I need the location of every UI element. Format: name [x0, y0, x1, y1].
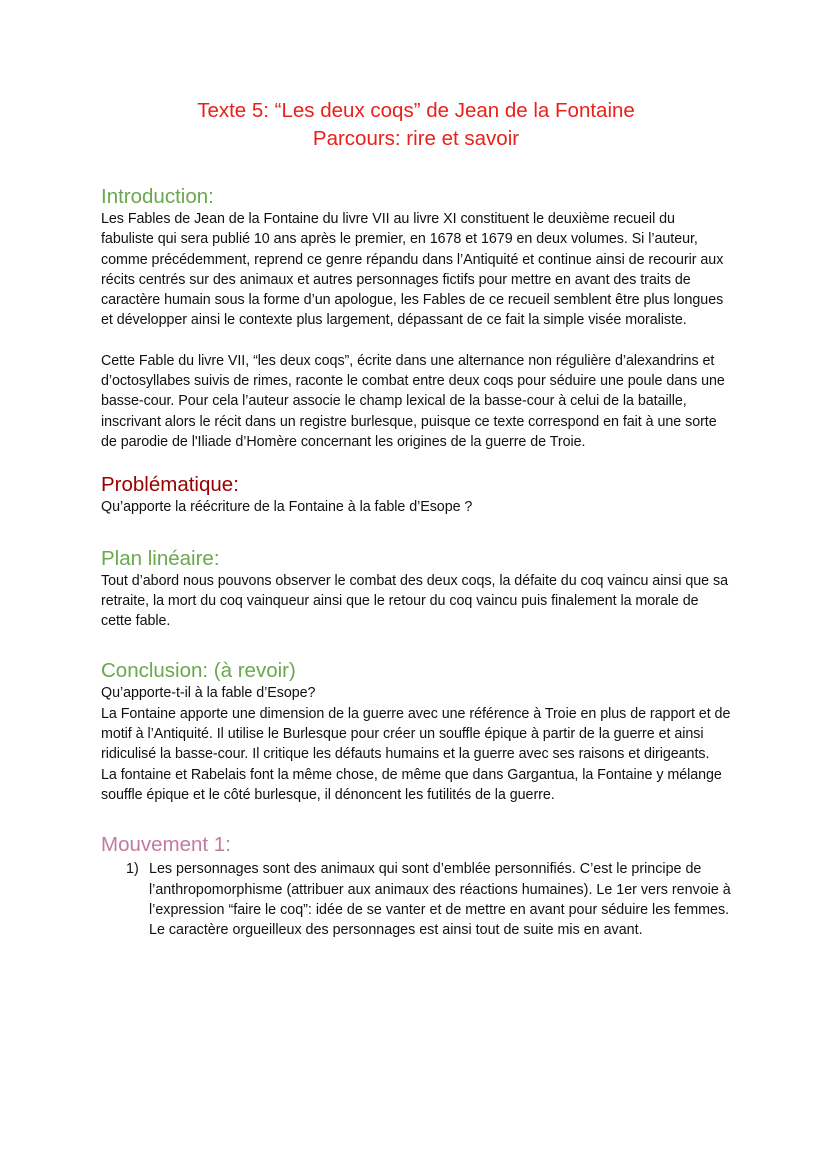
- mouvement-1-section: [101, 833, 731, 940]
- problematique-text: Qu’apporte la réécriture de la Fontaine à la fable d’Esope ?: [101, 499, 473, 516]
- document-page: [101, 97, 731, 940]
- title-line-2: Parcours: rire et savoir: [312, 127, 520, 150]
- mouvement-1-list: [101, 859, 731, 940]
- title-line-1: Texte 5: “Les deux coqs” de Jean de la Fontaine: [197, 99, 635, 122]
- list-item: [101, 859, 731, 940]
- problematique-section: [101, 473, 731, 517]
- plan-section: [101, 547, 731, 632]
- introduction-paragraph-1: Les Fables de Jean de la Fontaine du livre VII au livre XI constituent le deuxième recueil du fabuliste qui sera publié 10 ans après le premier, en 1678 et 1679 en deux volumes. Si l’auteur, comme précédemment, reprend ce genre répandu dans l’Antiquité et continue ainsi de recourir aux récits centrés sur des animaux et autres personnages fictifs pour mettre en avant des traits de caractère humain sous la forme d’un apologue, les Fables de ce recueil semblent être plus longues et développer ainsi le contexte plus largement, dépassant de ce fait la simple visée moraliste.: [101, 211, 724, 329]
- conclusion-question: Qu’apporte-t-il à la fable d’Esope?: [101, 685, 316, 702]
- paragraph-gap: [101, 331, 731, 351]
- conclusion-paragraph-2: La fontaine et Rabelais font la même chose, de même que dans Gargantua, la Fontaine y mélange souffle épique et le côté burlesque, il dénoncent les futilités de la guerre.: [101, 766, 722, 803]
- conclusion-heading: Conclusion: (à revoir): [101, 659, 296, 683]
- list-item-text: Les personnages sont des animaux qui sont d’emblée personnifiés. C’est le principe de l’anthropomorphisme (attribuer aux animaux des réactions humaines). Le 1er vers renvoie à l’expression “faire le coq”: idée de se vanter et de mettre en avant pour séduire les femmes. Le caractère orgueilleux des personnages est ainsi tout de suite mis en avant.: [149, 861, 731, 939]
- introduction-section: [101, 185, 731, 452]
- conclusion-section: [101, 659, 731, 805]
- mouvement-1-heading: Mouvement 1:: [101, 833, 231, 857]
- problematique-heading: Problématique:: [101, 473, 239, 497]
- plan-text: Tout d’abord nous pouvons observer le combat des deux coqs, la défaite du coq vaincu ainsi que sa retraite, la mort du coq vainqueur ainsi que le retour du coq vaincu puis finalement la morale de cette fable.: [101, 572, 728, 630]
- list-item-number: 1): [126, 861, 139, 878]
- introduction-heading: Introduction:: [101, 185, 214, 208]
- conclusion-paragraph-1: La Fontaine apporte une dimension de la guerre avec une référence à Troie en plus de rapport et de motif à l’Antiquité. Il utilise le Burlesque pour créer un souffle épique à partir de la guerre et ainsi ridiculisé la basse-cour. Il critique les défauts humains et la guerre avec ses raisons et dirigeants.: [101, 705, 731, 763]
- document-title: [101, 97, 731, 153]
- plan-heading: Plan linéaire:: [101, 546, 220, 570]
- introduction-paragraph-2: Cette Fable du livre VII, “les deux coqs”, écrite dans une alternance non régulière d’alexandrins et d’octosyllabes suivis de rimes, raconte le combat entre deux coqs pour séduire une poule dans une basse-cour. Pour cela l’auteur associe le champ lexical de la basse-cour à celui de la bataille, inscrivant alors le récit dans un registre burlesque, puisque ce texte correspond en fait à une sorte de parodie de l'Iliade d’Homère concernant les origines de la guerre de Troie.: [101, 352, 725, 450]
